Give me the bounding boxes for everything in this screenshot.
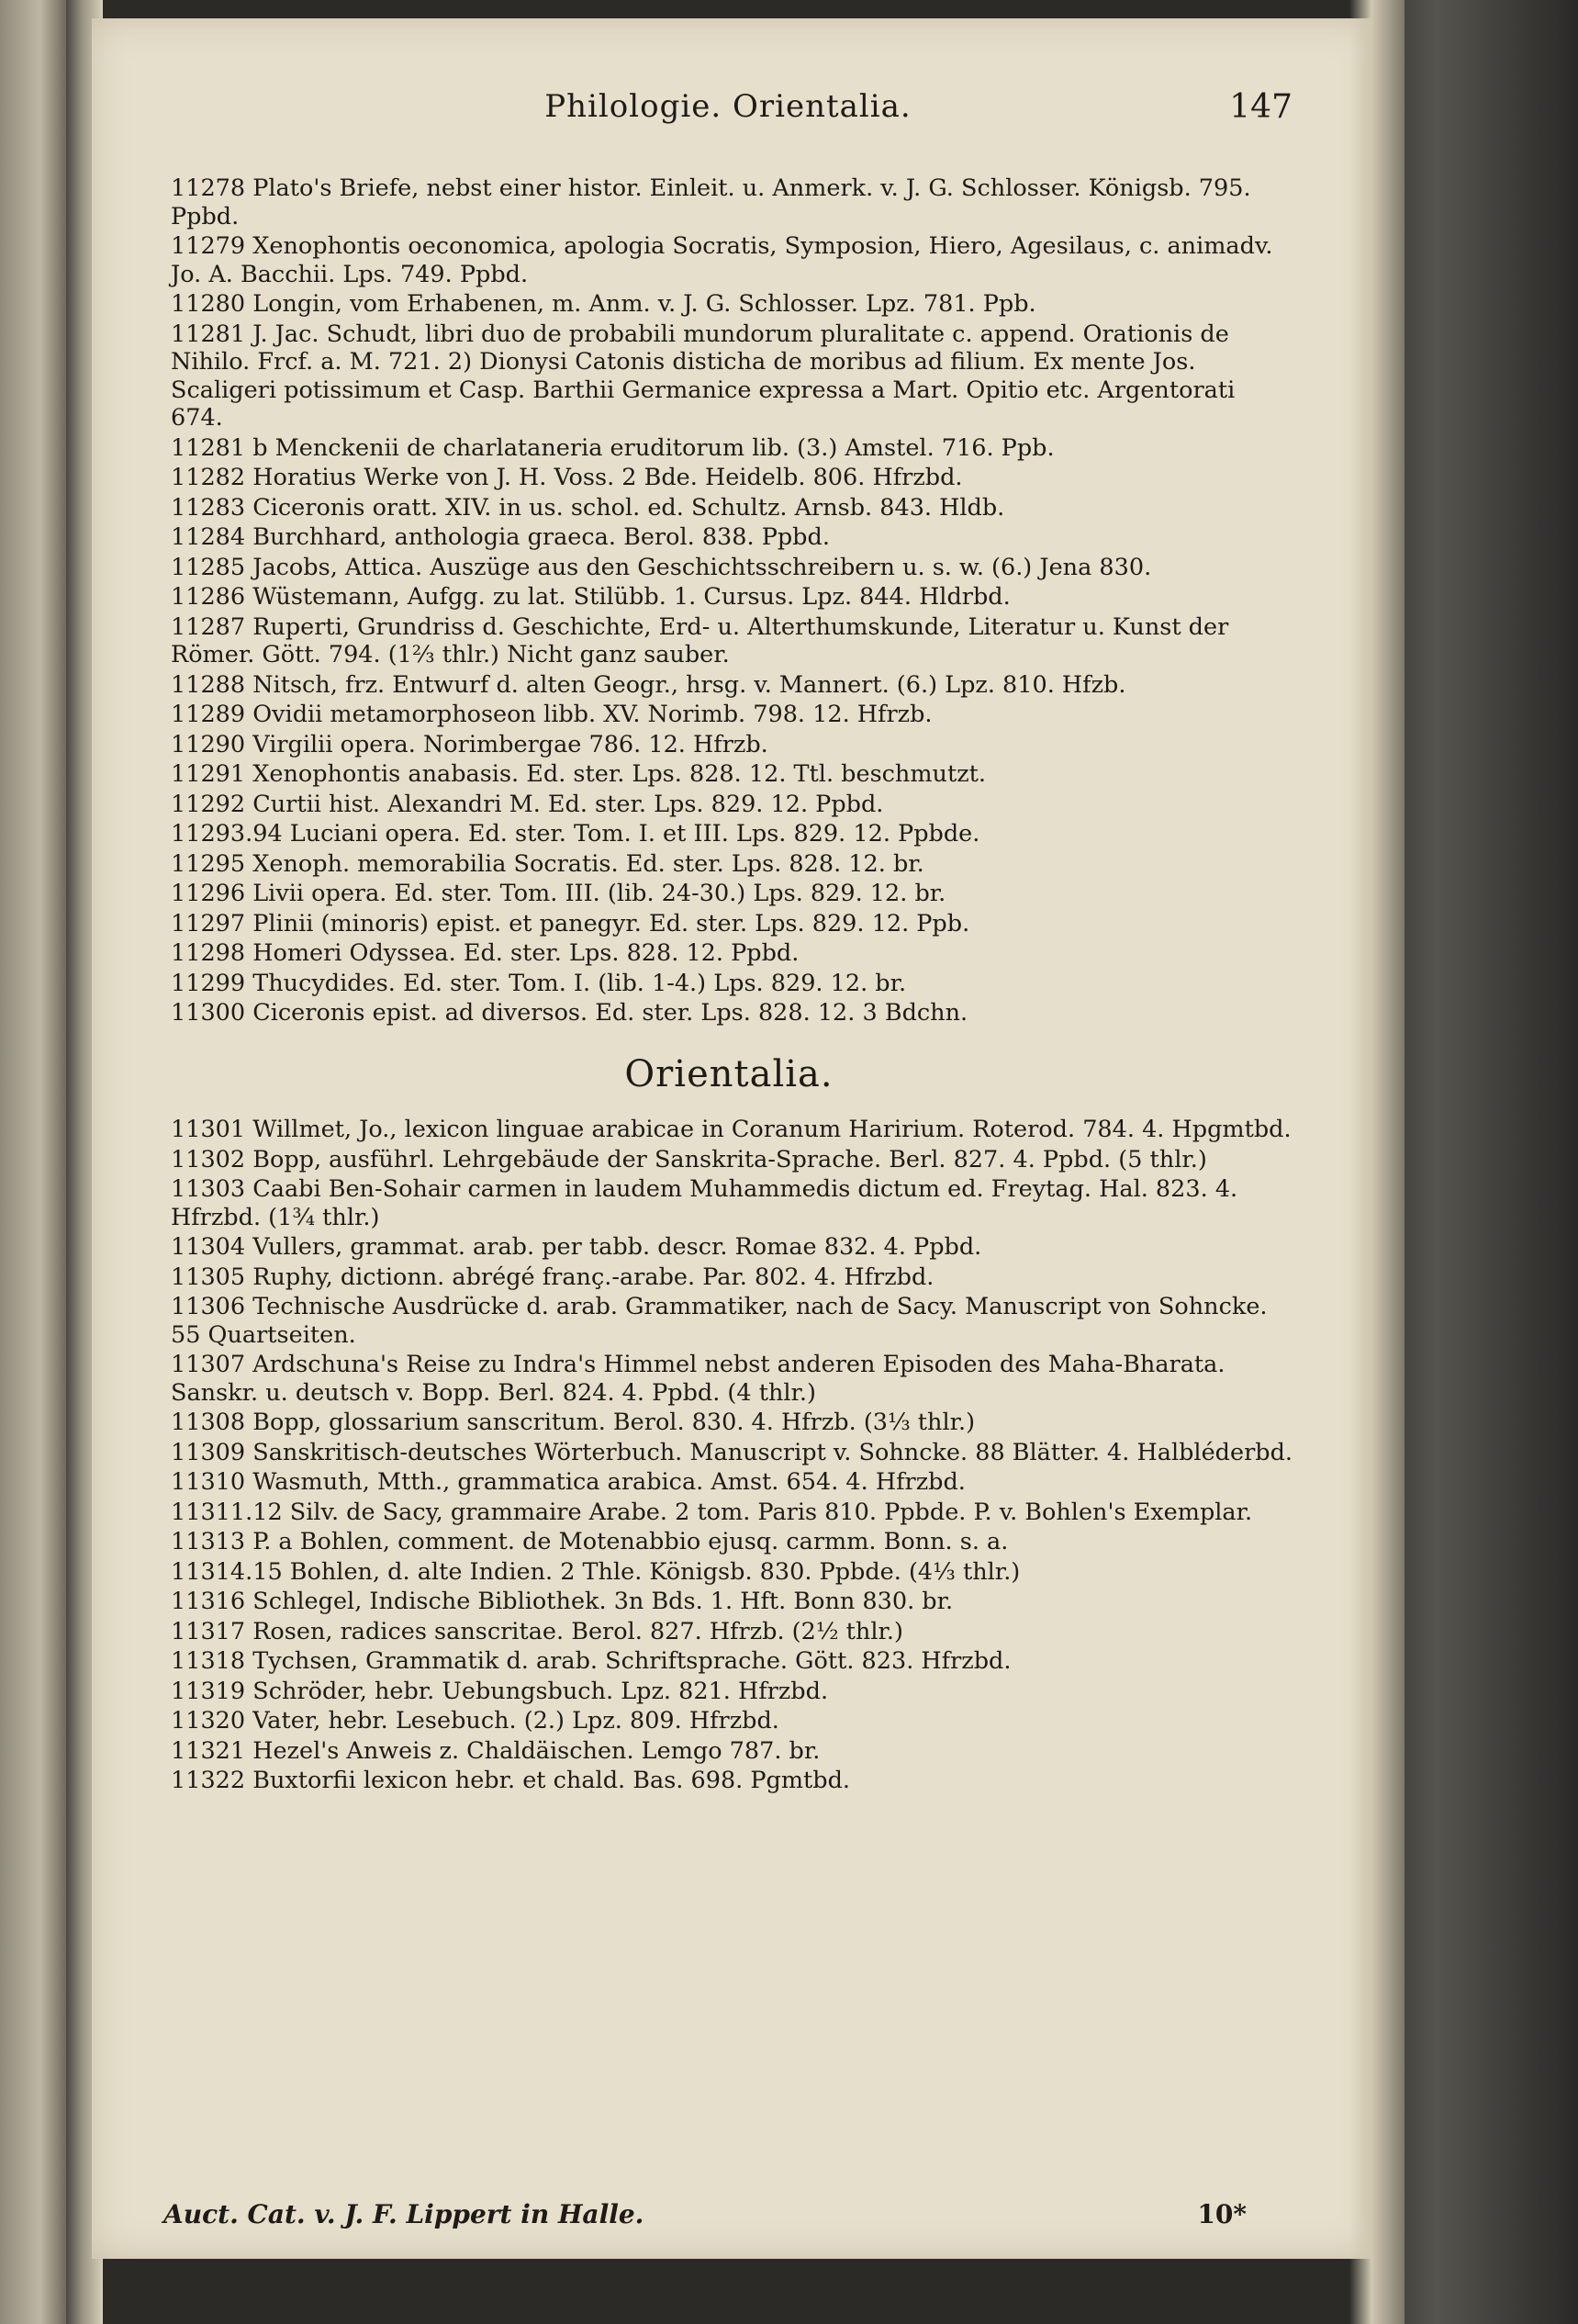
page-footer bbox=[163, 2199, 1293, 2229]
list-item: 11282 Horatius Werke von J. H. Voss. 2 Bde. Heidelb. 806. Hfrzbd. bbox=[171, 464, 963, 491]
book-cover bbox=[1377, 0, 1578, 2324]
list-item: 11284 Burchhard, anthologia graeca. Berol. 838. Ppbd. bbox=[171, 523, 830, 551]
orientalia-entries bbox=[163, 1116, 1294, 1795]
list-item: 11293.94 Luciani opera. Ed. ster. Tom. I. et III. Lps. 829. 12. Ppbde. bbox=[171, 820, 980, 848]
list-item: 11317 Rosen, radices sanscritae. Berol. 827. Hfrzb. (2½ thlr.) bbox=[171, 1617, 903, 1645]
page-number: 147 bbox=[1229, 88, 1293, 126]
list-item: 11291 Xenophontis anabasis. Ed. ster. Lps. 828. 12. Ttl. beschmutzt. bbox=[171, 760, 986, 788]
list-item: 11300 Ciceronis epist. ad diversos. Ed. ster. Lps. 828. 12. 3 Bdchn. bbox=[171, 999, 968, 1027]
list-item: 11318 Tychsen, Grammatik d. arab. Schriftsprache. Gött. 823. Hfrzbd. bbox=[171, 1647, 1012, 1675]
list-item: 11307 Ardschuna's Reise zu Indra's Himmel nebst anderen Episoden des Maha-Bharata. Sanskr. u. deutsch v. Bopp. Berl. 824. 4. Ppbd. (4 thlr.) bbox=[171, 1351, 1225, 1407]
list-item: 11292 Curtii hist. Alexandri M. Ed. ster. Lps. 829. 12. Ppbd. bbox=[171, 790, 884, 818]
list-item: 11314.15 Bohlen, d. alte Indien. 2 Thle. Königsb. 830. Ppbde. (4⅓ thlr.) bbox=[171, 1557, 1021, 1586]
list-item: 11299 Thucydides. Ed. ster. Tom. I. (lib. 1-4.) Lps. 829. 12. br. bbox=[171, 969, 907, 997]
imprint-line: Auct. Cat. v. J. F. Lippert in Halle. bbox=[163, 2199, 644, 2229]
page-header bbox=[163, 88, 1293, 143]
list-item: 11297 Plinii (minoris) epist. et panegyr. Ed. ster. Lps. 829. 12. Ppb. bbox=[171, 909, 970, 937]
list-item: 11280 Longin, vom Erhabenen, m. Anm. v. J. G. Schlosser. Lpz. 781. Ppb. bbox=[171, 290, 1036, 318]
list-item: 11289 Ovidii metamorphoseon libb. XV. Norimb. 798. 12. Hfrzb. bbox=[171, 701, 933, 728]
list-item: 11320 Vater, hebr. Lesebuch. (2.) Lpz. 809. Hfrzbd. bbox=[171, 1707, 779, 1735]
list-item: 11278 Plato's Briefe, nebst einer histor. Einleit. u. Anmerk. v. J. G. Schlosser. Königsb. 795. Ppbd. bbox=[171, 174, 1251, 230]
list-item: 11303 Caabi Ben-Sohair carmen in laudem Muhammedis dictum ed. Freytag. Hal. 823. 4. Hfrzbd. (1¾ thlr.) bbox=[171, 1175, 1238, 1231]
list-item: 11322 Buxtorfii lexicon hebr. et chald. Bas. 698. Pgmtbd. bbox=[171, 1767, 851, 1794]
list-item: 11302 Bopp, ausführl. Lehrgebäude der Sanskrita-Sprache. Berl. 827. 4. Ppbd. (5 thlr.) bbox=[171, 1145, 1207, 1173]
list-item: 11321 Hezel's Anweis z. Chaldäischen. Lemgo 787. br. bbox=[171, 1736, 821, 1765]
list-item: 11288 Nitsch, frz. Entwurf d. alten Geogr., hrsg. v. Mannert. (6.) Lpz. 810. Hfzb. bbox=[171, 670, 1126, 699]
list-item: 11313 P. a Bohlen, comment. de Motenabbio ejusq. carmm. Bonn. s. a. bbox=[171, 1528, 1009, 1555]
list-item: 11316 Schlegel, Indische Bibliothek. 3n Bds. 1. Hft. Bonn 830. br. bbox=[171, 1588, 954, 1615]
list-item: 11286 Wüstemann, Aufgg. zu lat. Stilübb. 1. Cursus. Lpz. 844. Hldrbd. bbox=[171, 583, 1011, 611]
list-item: 11295 Xenoph. memorabilia Socratis. Ed. ster. Lps. 828. 12. br. bbox=[171, 849, 924, 878]
list-item: 11281 b Menckenii de charlataneria eruditorum lib. (3.) Amstel. 716. Ppb. bbox=[171, 433, 1055, 462]
list-item: 11287 Ruperti, Grundriss d. Geschichte, Erd- u. Alterthumskunde, Literatur u. Kunst der Römer. Gött. 794. (1⅔ thlr.) Nicht ganz sauber. bbox=[171, 612, 1229, 668]
philologie-entries bbox=[163, 174, 1294, 1027]
list-item: 11305 Ruphy, dictionn. abrégé franç.-arabe. Par. 802. 4. Hfrzbd. bbox=[171, 1263, 934, 1291]
list-item: 11279 Xenophontis oeconomica, apologia Socratis, Symposion, Hiero, Agesilaus, c. animadv. Jo. A. Bacchii. Lps. 749. Ppbd. bbox=[171, 232, 1273, 288]
list-item: 11311.12 Silv. de Sacy, grammaire Arabe. 2 tom. Paris 810. Ppbde. P. v. Bohlen's Exemplar. bbox=[171, 1498, 1253, 1526]
catalog-content bbox=[163, 174, 1294, 1797]
list-item: 11301 Willmet, Jo., lexicon linguae arabicae in Coranum Haririum. Roterod. 784. 4. Hpgmtbd. bbox=[171, 1116, 1292, 1143]
list-item: 11283 Ciceronis oratt. XIV. in us. schol. ed. Schultz. Arnsb. 843. Hldb. bbox=[171, 493, 1005, 522]
list-item: 11306 Technische Ausdrücke d. arab. Grammatiker, nach de Sacy. Manuscript von Sohncke. 55 Quartseiten. bbox=[171, 1293, 1268, 1349]
list-item: 11285 Jacobs, Attica. Auszüge aus den Geschichtsschreibern u. s. w. (6.) Jena 830. bbox=[171, 553, 1152, 581]
page-edge-shadow bbox=[1349, 0, 1405, 2324]
list-item: 11281 J. Jac. Schudt, libri duo de probabili mundorum pluralitate c. append. Orationis de Nihilo. Frcf. a. M. 721. 2) Dionysi Catonis disticha de moribus ad filium. Ex mente Jos. Scaligeri potissimum et Casp. Barthii Germanice expressa a Mart. Opitio etc. Argentorati 674. bbox=[171, 320, 1236, 432]
list-item: 11309 Sanskritisch-deutsches Wörterbuch. Manuscript v. Sohncke. 88 Blätter. 4. Halbléderbd. bbox=[171, 1438, 1293, 1466]
running-title: Philologie. Orientalia. bbox=[544, 88, 912, 125]
list-item: 11290 Virgilii opera. Norimbergae 786. 12. Hfrzb. bbox=[171, 730, 768, 758]
section-heading: Orientalia. bbox=[624, 1052, 834, 1095]
list-item: 11319 Schröder, hebr. Uebungsbuch. Lpz. 821. Hfrzbd. bbox=[171, 1677, 829, 1705]
signature-mark: 10* bbox=[1197, 2199, 1247, 2229]
list-item: 11298 Homeri Odyssea. Ed. ster. Lps. 828. 12. Ppbd. bbox=[171, 939, 800, 967]
list-item: 11310 Wasmuth, Mtth., grammatica arabica. Amst. 654. 4. Hfrzbd. bbox=[171, 1468, 966, 1496]
list-item: 11304 Vullers, grammat. arab. per tabb. descr. Romae 832. 4. Ppbd. bbox=[171, 1233, 982, 1261]
list-item: 11296 Livii opera. Ed. ster. Tom. III. (lib. 24-30.) Lps. 829. 12. br. bbox=[171, 880, 946, 907]
list-item: 11308 Bopp, glossarium sanscritum. Berol. 830. 4. Hfrzb. (3⅓ thlr.) bbox=[171, 1409, 976, 1436]
left-page-edge bbox=[0, 0, 66, 2324]
